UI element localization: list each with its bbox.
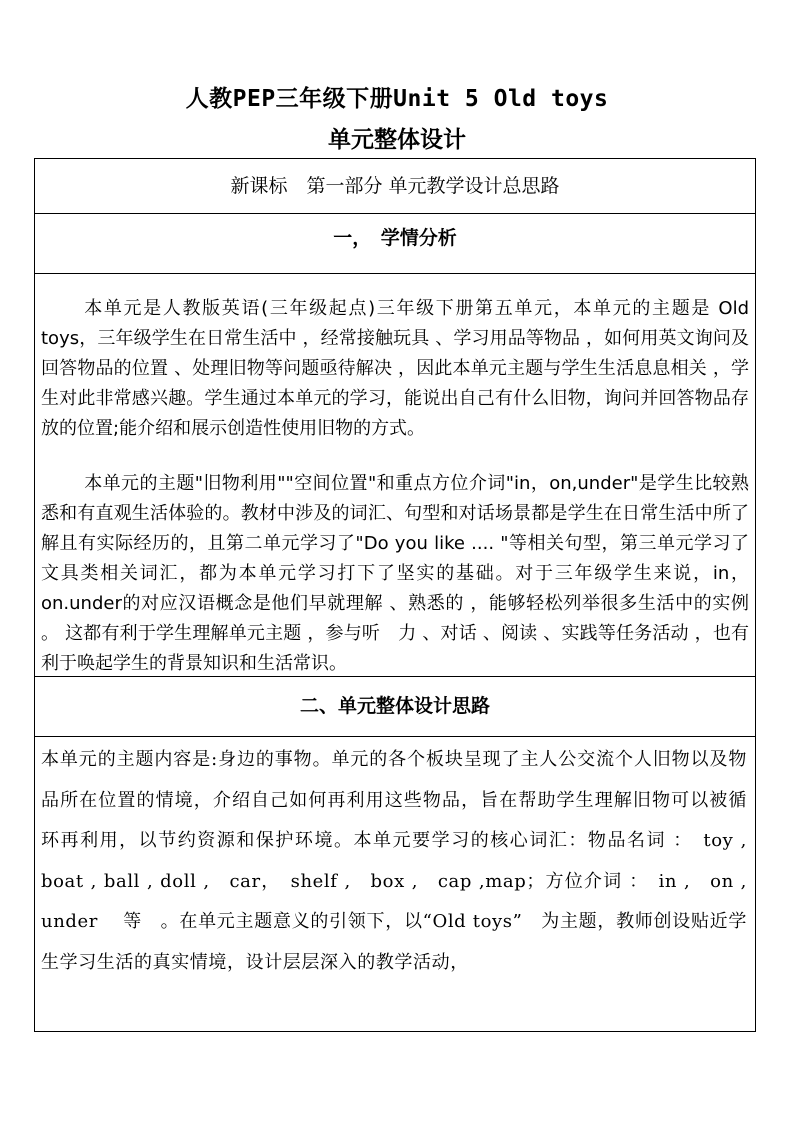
table-header: 新课标 第一部分 单元教学设计总思路 bbox=[230, 175, 560, 197]
section2-heading-row bbox=[35, 677, 755, 737]
section1-paragraph-1: 本单元是人教版英语(三年级起点)三年级下册第五单元，本单元的主题是 Old toys，三年级学生在日常生活中 ，经常接触玩具 、学习用品等物品 ，如何用英文询问及回答物品的位置 、处理旧物等问题亟待解决 ，因此本单元主题与学生生活息息相关 ，学生对此非常感兴趣。学生通过本单元的学习，能说出自己有什么旧物，询问并回答物品存放的位置;能介绍和展示创造性使用旧物的方式。 bbox=[41, 298, 749, 439]
section1-heading-row bbox=[35, 214, 755, 274]
section2-paragraph: 本单元的主题内容是:身边的事物。单元的各个板块呈现了主人公交流个人旧物以及物品所在位置的情境，介绍自己如何再利用这些物品，旨在帮助学生理解旧物可以被循环再利用，以节约资源和保护环境。本单元要学习的核心词汇：物品名词 ： toy , boat , ball , doll , car， shelf , box , cap ,map；方位介词 ： in , on , under 等 。在单元主题意义的引领下，以“Old toys” 为主题，教师创设贴近学生学习生活的真实情境，设计层层深入的教学活动， bbox=[41, 749, 772, 973]
table-header-row bbox=[35, 159, 755, 214]
section1-heading: 一， 学情分析 bbox=[333, 227, 457, 249]
design-table bbox=[34, 158, 772, 1032]
section2-content-row bbox=[35, 737, 772, 1031]
document-title: 人教PEP三年级下册Unit 5 Old toys bbox=[185, 86, 609, 112]
section1-paragraph-2: 本单元的主题"旧物利用""空间位置"和重点方位介词"in，on,under"是学生比较熟悉和有直观生活体验的。教材中涉及的词汇、句型和对话场景都是学生在日常生活中所了解且有实际经历的，且第二单元学习了"Do you like .... "等相关句型，第三单元学习了文具类相关词汇，都为本单元学习打下了坚实的基础。对于三年级学生来说，in，on.under的对应汉语概念是他们早就理解 、熟悉的 ，能够轻松列举很多生活中的实例 。 这都有利于学生理解单元主题 ，参与听 力 、对话 、阅读 、实践等任务活动 ，也有利于唤起学生的背景知识和生活常识。 bbox=[41, 473, 749, 674]
section2-heading: 二、单元整体设计思路 bbox=[299, 695, 490, 717]
section1-content-row bbox=[35, 274, 755, 677]
document-subtitle: 单元整体设计 bbox=[328, 127, 466, 153]
